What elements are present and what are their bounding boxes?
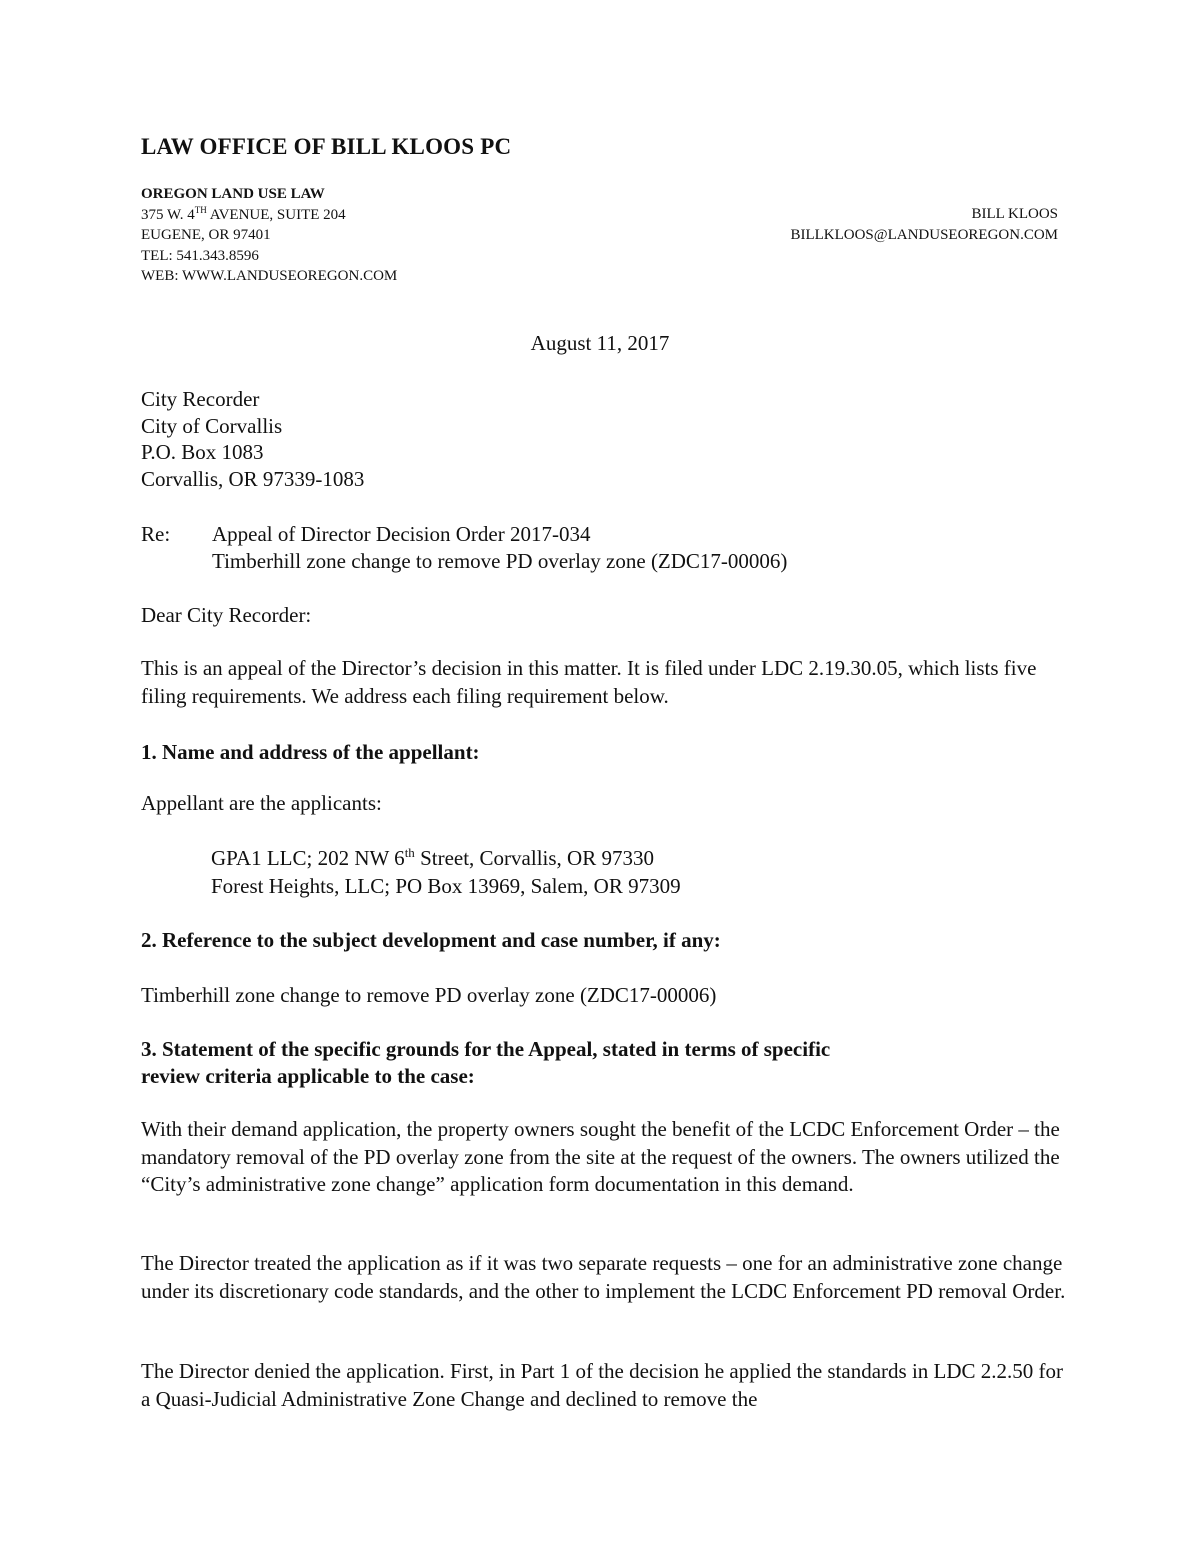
firm-contact-block	[141, 184, 397, 287]
firm-tel: TEL: 541.343.8596	[141, 247, 259, 264]
section-3-paragraph-1: With their demand application, the property owners sought the benefit of the LCDC Enforcement Order – the mandatory removal of the PD overlay zone from the site at the request of the owners. The owners utilized the “City’s administrative zone change” application form documentation in this demand.	[141, 1117, 1060, 1196]
section-3-heading	[141, 1036, 1071, 1089]
section-3-heading-line-1: 3. Statement of the specific grounds for the Appeal, stated in terms of specific	[141, 1037, 831, 1061]
recipient-address	[141, 386, 364, 492]
subject-text	[212, 521, 787, 574]
section-1-heading: 1. Name and address of the appellant:	[141, 740, 480, 764]
attorney-contact-block	[790, 204, 1058, 245]
subject-line-2: Timberhill zone change to remove PD overlay zone (ZDC17-00006)	[212, 548, 788, 573]
firm-name: LAW OFFICE OF BILL KLOOS PC	[141, 134, 512, 159]
section-1-lead: Appellant are the applicants:	[141, 791, 382, 815]
section-2-body: Timberhill zone change to remove PD overlay zone (ZDC17-00006)	[141, 983, 717, 1007]
recipient-line: P.O. Box 1083	[141, 440, 264, 464]
section-3-heading-line-2: review criteria applicable to the case:	[141, 1063, 475, 1088]
attorney-name: BILL KLOOS	[971, 206, 1058, 222]
subject-label: Re:	[141, 522, 171, 546]
firm-web: WEB: WWW.LANDUSEOREGON.COM	[141, 268, 398, 284]
letter-date: August 11, 2017	[530, 331, 670, 355]
appellant-2: Forest Heights, LLC; PO Box 13969, Salem, OR 97309	[211, 873, 681, 898]
subject-line-1: Appeal of Director Decision Order 2017-034	[212, 522, 591, 546]
recipient-line: City of Corvallis	[141, 413, 283, 438]
salutation: Dear City Recorder:	[141, 603, 312, 627]
attorney-email: BILLKLOOS@LANDUSEOREGON.COM	[790, 226, 1058, 243]
section-2-heading: 2. Reference to the subject development and case number, if any:	[141, 928, 721, 952]
appellant-1: GPA1 LLC; 202 NW 6th Street, Corvallis, OR 97330	[211, 845, 654, 870]
intro-paragraph: This is an appeal of the Director’s decision in this matter. It is filed under LDC 2.19.30.05, which lists five filing requirements. We address each filing requirement below.	[141, 656, 1037, 708]
firm-city: EUGENE, OR 97401	[141, 227, 271, 243]
section-3-paragraph-2: The Director treated the application as if it was two separate requests – one for an administrative zone change under its discretionary code standards, and the other to implement the LCDC Enforcement PD removal Order.	[141, 1251, 1066, 1303]
firm-tagline: OREGON LAND USE LAW	[141, 186, 325, 202]
firm-address: 375 W. 4TH AVENUE, SUITE 204	[141, 204, 346, 223]
appellant-list	[211, 845, 681, 900]
recipient-line: City Recorder	[141, 387, 260, 411]
section-3-paragraph-3: The Director denied the application. First, in Part 1 of the decision he applied the standards in LDC 2.2.50 for a Quasi-Judicial Administrative Zone Change and declined to remove the	[141, 1359, 1064, 1411]
recipient-line: Corvallis, OR 97339-1083	[141, 466, 365, 491]
